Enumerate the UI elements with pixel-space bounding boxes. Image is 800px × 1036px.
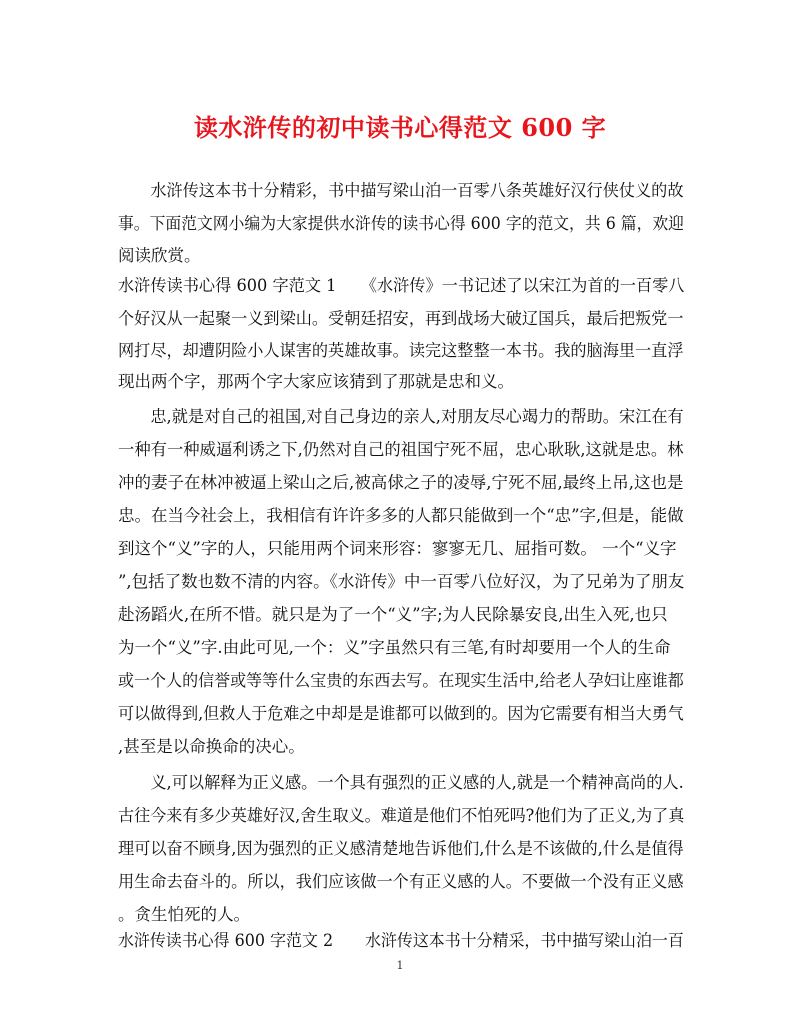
- text-line: 冲的妻子在林冲被逼上梁山之后,被高俅之子的凌辱,宁死不屈,最终上吊,这也是: [118, 473, 684, 492]
- text-line: 义,可以解释为正义感。一个具有强烈的正义感的人,就是一个精神高尚的人.: [118, 773, 684, 792]
- document-title: 读水浒传的初中读书心得范文 600 字: [193, 113, 607, 142]
- text-line: 为一个“义”字.由此可见,一个：义”字虽然只有三笔,有时却要用一个人的生命: [118, 638, 671, 657]
- text-line: 用生命去奋斗的。所以，我们应该做一个有正义感的人。不要做一个没有正义感: [118, 872, 684, 891]
- text-line: 可以做得到,但救人于危难之中却是是谁都可以做到的。因为它需要有相当大勇气: [118, 704, 684, 723]
- text-line: 到这个“义”字的人，只能用两个词来形容：寥寥无几、屈指可数。 一个“义字: [118, 539, 677, 558]
- text-line: 个好汉从一起聚一义到梁山。受朝廷招安，再到战场大破辽国兵，最后把叛党一: [118, 309, 684, 328]
- text-line: 理可以奋不顾身,因为强烈的正义感清楚地告诉他们,什么是不该做的,什么是值得: [118, 839, 684, 858]
- text-line: ,甚至是以命换命的决心。: [118, 737, 305, 756]
- text-line: 忠。在当今社会上，我相信有许许多多的人都只能做到一个“忠”字,但是，能做: [118, 506, 684, 525]
- text-line: 或一个人的信誉或等等什么宝贵的东西去写。在现实生活中,给老人孕妇让座谁都: [118, 671, 684, 690]
- text-line: 。贪生怕死的人。: [118, 905, 250, 924]
- text-line: 忠,就是对自己的祖国,对自己身边的亲人,对朋友尽心竭力的帮助。宋江在有: [118, 407, 684, 426]
- text-line: 水浒传读书心得 600 字范文 2 水浒传这本书十分精采，书中描写梁山泊一百: [118, 931, 684, 950]
- text-line: 网打尽，却遭阴险小人谋害的英雄故事。读完这整整一本书。我的脑海里一直浮: [118, 341, 684, 360]
- text-line: ”,包括了数也数不清的内容。《水浒传》中一百零八位好汉，为了兄弟为了朋友: [118, 572, 685, 591]
- text-line: 赴汤蹈火,在所不惜。就只是为了一个“义”字;为人民除暴安良,出生入死,也只: [118, 605, 668, 624]
- text-line: 古往今来有多少英雄好汉,舍生取义。难道是他们不怕死吗?他们为了正义,为了真: [118, 806, 685, 825]
- text-line: 水浒传读书心得 600 字范文 1 《水浒传》一书记述了以宋江为首的一百零八: [118, 276, 685, 295]
- text-line: 事。下面范文网小编为大家提供水浒传的读书心得 600 字的范文，共 6 篇，欢迎: [118, 214, 684, 233]
- text-line: 阅读欣赏。: [118, 246, 201, 265]
- text-line: 一种有一种威逼利诱之下,仍然对自己的祖国宁死不屈，忠心耿耿,这就是忠。林: [118, 440, 684, 459]
- page-number: 1: [396, 959, 404, 972]
- text-line: 现出两个字，那两个字大家应该猜到了那就是忠和义。: [118, 372, 514, 391]
- text-line: 水浒传这本书十分精彩，书中描写梁山泊一百零八条英雄好汉行侠仗义的故: [118, 181, 684, 200]
